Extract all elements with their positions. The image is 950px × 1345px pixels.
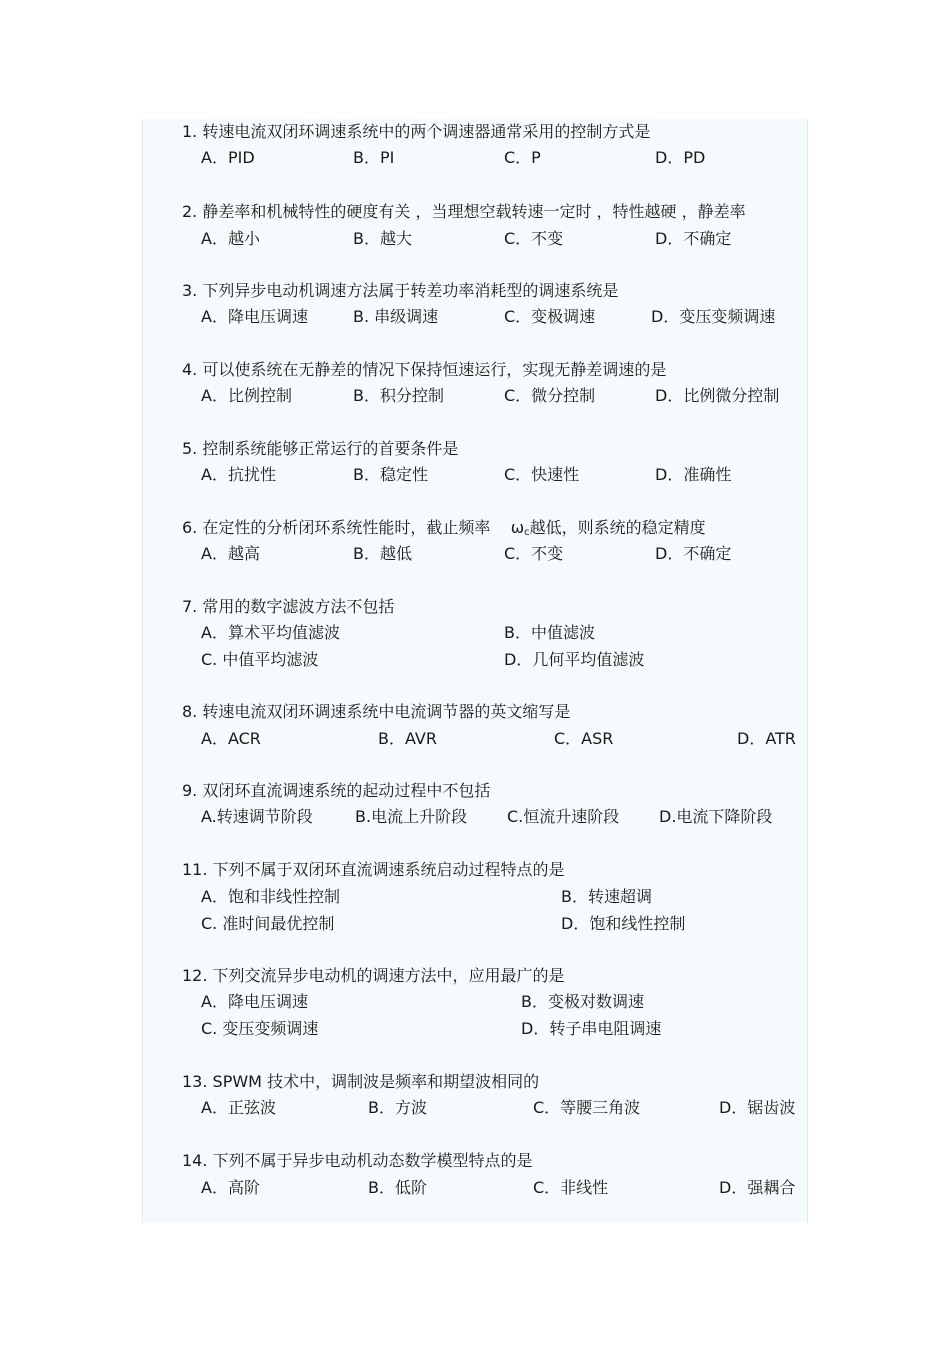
- question-14-option-c: C．非线性: [533, 1178, 609, 1197]
- question-14-stem: 下列不属于异步电动机动态数学模型特点的是: [212, 1151, 533, 1170]
- question-14-option-b: B．低阶: [368, 1178, 427, 1197]
- question-2-option-b: B．越大: [353, 229, 412, 248]
- question-13: 13. SPWM 技术中，调制波是频率和期望波相同的: [182, 1072, 540, 1091]
- question-9: 9. 双闭环直流调速系统的起动过程中不包括: [182, 781, 491, 800]
- question-2-option-a: A．越小: [201, 229, 260, 248]
- question-1-option-d: D．PD: [655, 148, 706, 167]
- question-4: 4. 可以使系统在无静差的情况下保持恒速运行，实现无静差调速的是: [182, 360, 667, 379]
- question-8-option-c: C．ASR: [554, 729, 614, 748]
- question-3-option-a: A．降电压调速: [201, 307, 308, 326]
- question-11-option-a: A．饱和非线性控制: [201, 887, 340, 906]
- question-3-stem: 下列异步电动机调速方法属于转差功率消耗型的调速系统是: [202, 281, 619, 300]
- question-4-option-a: A．比例控制: [201, 386, 292, 405]
- question-6-stem: 在定性的分析闭环系统性能时，截止频率: [202, 518, 491, 537]
- question-5-stem: 控制系统能够正常运行的首要条件是: [202, 439, 459, 458]
- question-1-stem: 转速电流双闭环调速系统中的两个调速器通常采用的控制方式是: [202, 122, 651, 141]
- question-1-option-a: A．PID: [201, 148, 255, 167]
- question-7-option-c: C. 中值平均滤波: [201, 650, 319, 669]
- question-5-option-b: B．稳定性: [353, 465, 428, 484]
- question-8-option-d: D．ATR: [737, 729, 796, 748]
- question-3: 3. 下列异步电动机调速方法属于转差功率消耗型的调速系统是: [182, 281, 619, 300]
- question-7-stem: 常用的数字滤波方法不包括: [202, 597, 395, 616]
- omega-c-symbol: $\omega_c$: [510, 518, 530, 538]
- question-4-stem: 可以使系统在无静差的情况下保持恒速运行，实现无静差调速的是: [202, 360, 667, 379]
- question-6-option-b: B．越低: [353, 544, 412, 563]
- question-12: 12. 下列交流异步电动机的调速方法中，应用最广的是: [182, 966, 565, 985]
- question-3-option-c: C．变极调速: [504, 307, 596, 326]
- question-6-option-d: D．不确定: [655, 544, 732, 563]
- question-12-stem: 下列交流异步电动机的调速方法中，应用最广的是: [212, 966, 565, 985]
- question-13-option-c: C．等腰三角波: [533, 1098, 641, 1117]
- question-11-option-d: D．饱和线性控制: [561, 914, 686, 933]
- question-5-option-c: C．快速性: [504, 465, 580, 484]
- question-5-option-a: A．抗扰性: [201, 465, 276, 484]
- question-9-option-d: D.电流下降阶段: [659, 807, 773, 826]
- question-3-option-b: B. 串级调速: [353, 307, 439, 326]
- question-12-option-c: C. 变压变频调速: [201, 1019, 319, 1038]
- question-14-option-a: A．高阶: [201, 1178, 260, 1197]
- question-6-option-a: A．越高: [201, 544, 260, 563]
- question-13-stem: SPWM 技术中，调制波是频率和期望波相同的: [212, 1072, 540, 1091]
- question-7-option-a: A．算术平均值滤波: [201, 623, 340, 642]
- question-9-option-a: A.转速调节阶段: [201, 807, 313, 826]
- question-1: 1. 转速电流双闭环调速系统中的两个调速器通常采用的控制方式是: [182, 122, 651, 141]
- question-6: 6. 在定性的分析闭环系统性能时，截止频率 $\omega_c$越低，则系统的稳定精度: [182, 518, 706, 538]
- question-12-option-b: B．变极对数调速: [521, 992, 644, 1011]
- question-5: 5. 控制系统能够正常运行的首要条件是: [182, 439, 459, 458]
- question-1-option-b: B．PI: [353, 148, 395, 167]
- question-12-option-d: D．转子串电阻调速: [521, 1019, 662, 1038]
- question-2: 2. 静差率和机械特性的硬度有关 ，当理想空载转速一定时 ，特性越硬 ，静差率: [182, 202, 746, 221]
- question-14: 14. 下列不属于异步电动机动态数学模型特点的是: [182, 1151, 533, 1170]
- question-4-option-c: C．微分控制: [504, 386, 596, 405]
- question-11-stem: 下列不属于双闭环直流调速系统启动过程特点的是: [212, 860, 565, 879]
- question-11-option-c: C. 准时间最优控制: [201, 914, 335, 933]
- question-2-option-d: D．不确定: [655, 229, 732, 248]
- question-3-option-d: D．变压变频调速: [651, 307, 776, 326]
- question-14-option-d: D．强耦合: [719, 1178, 796, 1197]
- question-4-option-b: B．积分控制: [353, 386, 444, 405]
- question-8-option-b: B．AVR: [378, 729, 437, 748]
- question-8: 8. 转速电流双闭环调速系统中电流调节器的英文缩写是: [182, 702, 571, 721]
- question-11: 11. 下列不属于双闭环直流调速系统启动过程特点的是: [182, 860, 565, 879]
- question-7: 7. 常用的数字滤波方法不包括: [182, 597, 395, 616]
- question-7-option-d: D．几何平均值滤波: [504, 650, 645, 669]
- question-2-option-c: C．不变: [504, 229, 564, 248]
- question-11-option-b: B．转速超调: [561, 887, 652, 906]
- question-6-option-c: C．不变: [504, 544, 564, 563]
- question-13-option-b: B．方波: [368, 1098, 427, 1117]
- question-1-option-c: C．P: [504, 148, 541, 167]
- question-2-stem: 静差率和机械特性的硬度有关 ，当理想空载转速一定时 ，特性越硬 ，静差率: [202, 202, 746, 221]
- question-5-option-d: D．准确性: [655, 465, 732, 484]
- question-8-option-a: A．ACR: [201, 729, 261, 748]
- question-9-option-c: C.恒流升速阶段: [507, 807, 620, 826]
- question-4-option-d: D．比例微分控制: [655, 386, 780, 405]
- question-13-option-a: A．正弦波: [201, 1098, 276, 1117]
- question-9-stem: 双闭环直流调速系统的起动过程中不包括: [202, 781, 491, 800]
- question-12-option-a: A．降电压调速: [201, 992, 308, 1011]
- question-8-stem: 转速电流双闭环调速系统中电流调节器的英文缩写是: [202, 702, 571, 721]
- question-7-option-b: B．中值滤波: [504, 623, 595, 642]
- question-13-option-d: D．锯齿波: [719, 1098, 796, 1117]
- question-9-option-b: B.电流上升阶段: [355, 807, 468, 826]
